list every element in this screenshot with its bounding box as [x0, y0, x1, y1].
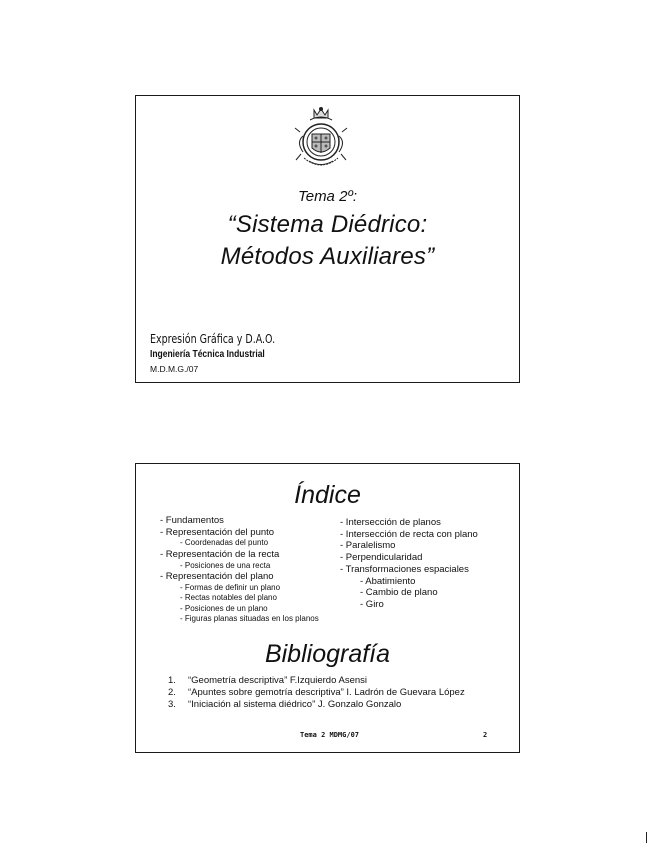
entry-text: “Iniciación al sistema diédrico” J. Gonzalo Gonzalo — [188, 699, 402, 710]
entry-number: 1. — [168, 675, 176, 686]
author-code: M.D.M.G./07 — [150, 364, 199, 374]
bibliography-entry — [168, 675, 465, 687]
entry-number: 2. — [168, 687, 176, 698]
list-subitem: - Figuras planas situadas en los planos — [180, 614, 319, 624]
list-subitem: - Rectas notables del plano — [180, 593, 277, 603]
entry-text: “Apuntes sobre gemotría descriptiva” I. Ladrón de Guevara López — [188, 687, 465, 698]
entry-number: 3. — [168, 699, 176, 710]
list-subitem: - Cambio de plano — [360, 587, 438, 599]
department-name: Expresión Gráfica y D.A.O. — [150, 332, 276, 346]
index-list-left — [160, 515, 319, 625]
list-subitem: - Formas de definir un plano — [180, 582, 281, 592]
list-item: - Fundamentos — [160, 515, 224, 526]
title-slide — [135, 95, 520, 383]
index-heading: Índice — [294, 481, 361, 509]
index-slide — [135, 463, 520, 753]
bibliography-heading: Bibliografía — [264, 640, 391, 668]
degree-name: Ingeniería Técnica Industrial — [150, 349, 265, 360]
index-list-right — [340, 517, 478, 611]
slide-footer: Tema 2 MDMG/07 — [300, 731, 360, 739]
list-subitem: - Posiciones de un plano — [180, 603, 268, 613]
list-item: - Intersección de planos — [340, 517, 441, 528]
bibliography-list — [168, 675, 465, 711]
page-edge-mark — [646, 832, 647, 843]
list-item: - Representación de la recta — [160, 548, 280, 560]
list-item: - Perpendicularidad — [340, 552, 423, 564]
list-subitem: - Giro — [360, 598, 384, 610]
list-subitem: - Posiciones de una recta — [180, 560, 271, 570]
university-crest-logo — [292, 106, 350, 172]
slide-title-line-1: “Sistema Diédrico: — [227, 211, 428, 238]
slide-title-line-2: Métodos Auxiliares” — [220, 243, 435, 270]
list-item: - Intersección de recta con plano — [340, 528, 478, 540]
bibliography-entry — [168, 699, 465, 711]
topic-number: Tema 2º: — [297, 188, 358, 205]
list-subitem: - Coordenadas del punto — [180, 538, 269, 548]
slide-number: 2 — [483, 731, 488, 739]
bibliography-entry — [168, 687, 465, 699]
list-item: - Representación del punto — [160, 526, 275, 538]
list-subitem: - Abatimiento — [360, 575, 416, 587]
entry-text: “Geometría descriptiva” F.Izquierdo Asensi — [188, 675, 367, 686]
list-item: - Transformaciones espaciales — [340, 563, 469, 575]
list-item: - Paralelismo — [340, 540, 396, 552]
list-item: - Representación del plano — [160, 571, 274, 583]
